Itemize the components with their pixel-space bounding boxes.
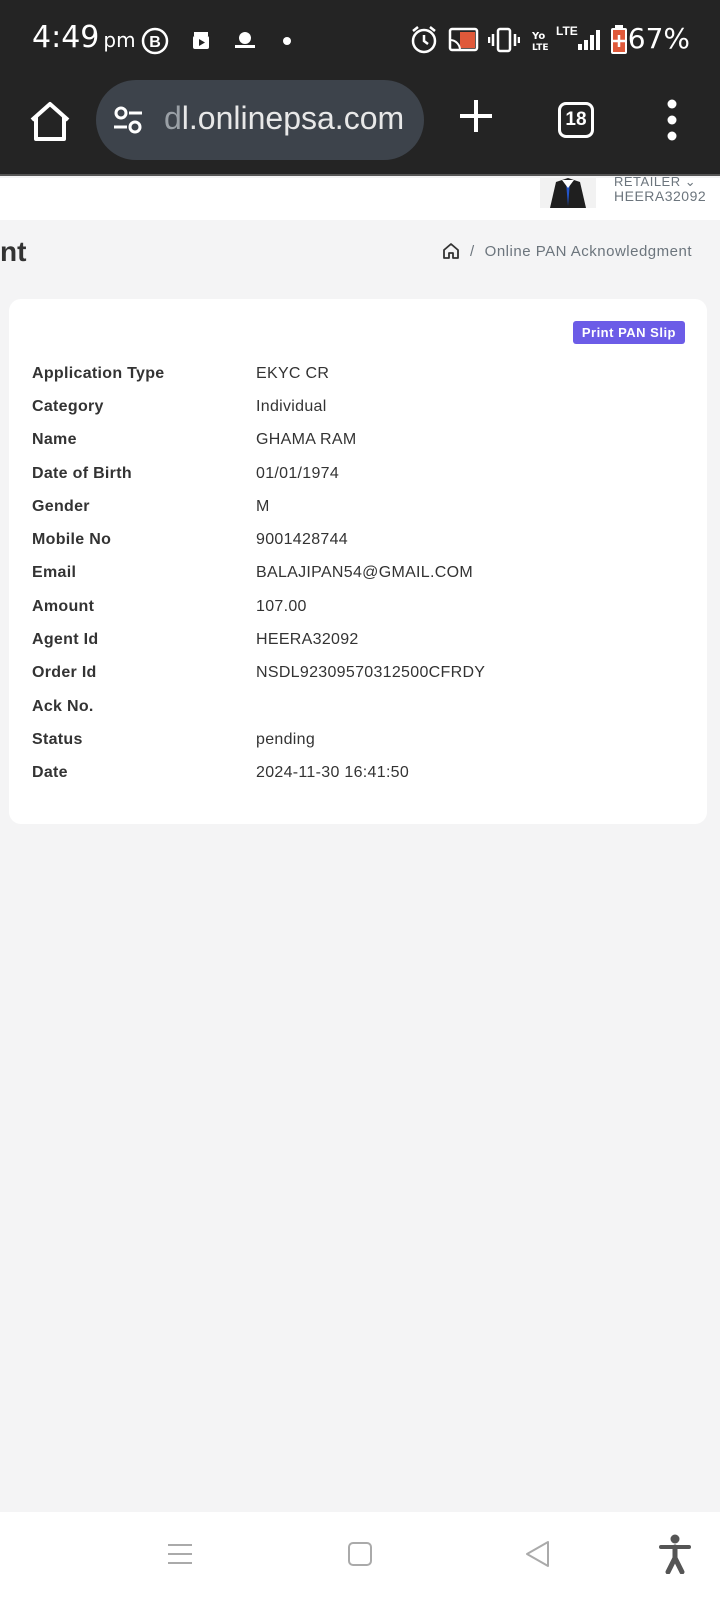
svg-text:B: B (149, 34, 161, 51)
system-nav-bar (0, 1512, 720, 1600)
app-logo-icon (232, 28, 258, 52)
clapper-icon (190, 30, 212, 52)
print-pan-slip-button[interactable]: Print PAN Slip (573, 321, 685, 344)
signal-icon (576, 28, 602, 52)
user-id-label: HEERA32092 (614, 188, 707, 204)
detail-row-date: Date 2024-11-30 16:41:50 (32, 764, 410, 781)
vibrate-icon (488, 26, 520, 54)
user-role-dropdown[interactable]: RETAILER ⌄ (614, 174, 697, 189)
svg-text:LTE: LTE (532, 43, 549, 53)
site-header (0, 174, 720, 220)
battery-icon (609, 24, 629, 56)
cast-icon (448, 26, 480, 54)
volte-icon (532, 28, 552, 54)
status-time: 4:49 pm (32, 20, 136, 55)
browser-toolbar (0, 80, 720, 176)
url-text[interactable]: dl.onlinepsa.com (164, 100, 405, 136)
battery-percentage: 67% (627, 22, 690, 55)
detail-row-dob: Date of Birth 01/01/1974 (32, 465, 340, 482)
status-bar (0, 0, 720, 80)
home-icon[interactable] (26, 98, 74, 146)
breadcrumb-home-icon[interactable] (442, 242, 460, 260)
alarm-icon (408, 24, 440, 56)
tab-switcher-button[interactable]: 18 (558, 102, 594, 138)
detail-row-ack-no: Ack No. (32, 698, 94, 715)
breadcrumb-separator: / (470, 242, 475, 260)
recent-apps-icon[interactable] (166, 1540, 194, 1568)
detail-row-amount: Amount 107.00 (32, 598, 307, 615)
detail-row-mobile: Mobile No 9001428744 (32, 531, 348, 548)
detail-row-email: Email BALAJIPAN54@GMAIL.COM (32, 564, 473, 581)
back-nav-icon[interactable] (524, 1540, 552, 1568)
home-nav-icon[interactable] (346, 1540, 374, 1568)
page-title: nt (0, 236, 27, 267)
detail-row-gender: Gender M (32, 498, 270, 515)
detail-row-application-type: Application Type EKYC CR (32, 365, 330, 382)
b-app-icon (140, 26, 170, 56)
detail-row-order-id: Order Id NSDL92309570312500CFRDY (32, 664, 486, 681)
notification-dot-icon (282, 36, 292, 46)
chevron-down-icon: ⌄ (684, 174, 697, 189)
detail-row-category: Category Individual (32, 398, 327, 415)
accessibility-icon[interactable] (658, 1534, 692, 1574)
user-avatar[interactable] (540, 178, 596, 208)
address-bar[interactable] (96, 80, 424, 160)
more-menu-icon[interactable] (664, 98, 680, 142)
breadcrumb-current: Online PAN Acknowledgment (484, 242, 692, 260)
detail-row-status: Status pending (32, 731, 316, 748)
network-type-label: LTE (556, 24, 578, 38)
new-tab-icon[interactable] (456, 96, 496, 136)
detail-row-name: Name GHAMA RAM (32, 431, 357, 448)
breadcrumb (442, 242, 692, 260)
detail-row-agent-id: Agent Id HEERA32092 (32, 631, 359, 648)
svg-text:Yo: Yo (532, 31, 546, 42)
site-settings-icon[interactable] (112, 104, 144, 136)
pan-details-card (9, 299, 707, 824)
